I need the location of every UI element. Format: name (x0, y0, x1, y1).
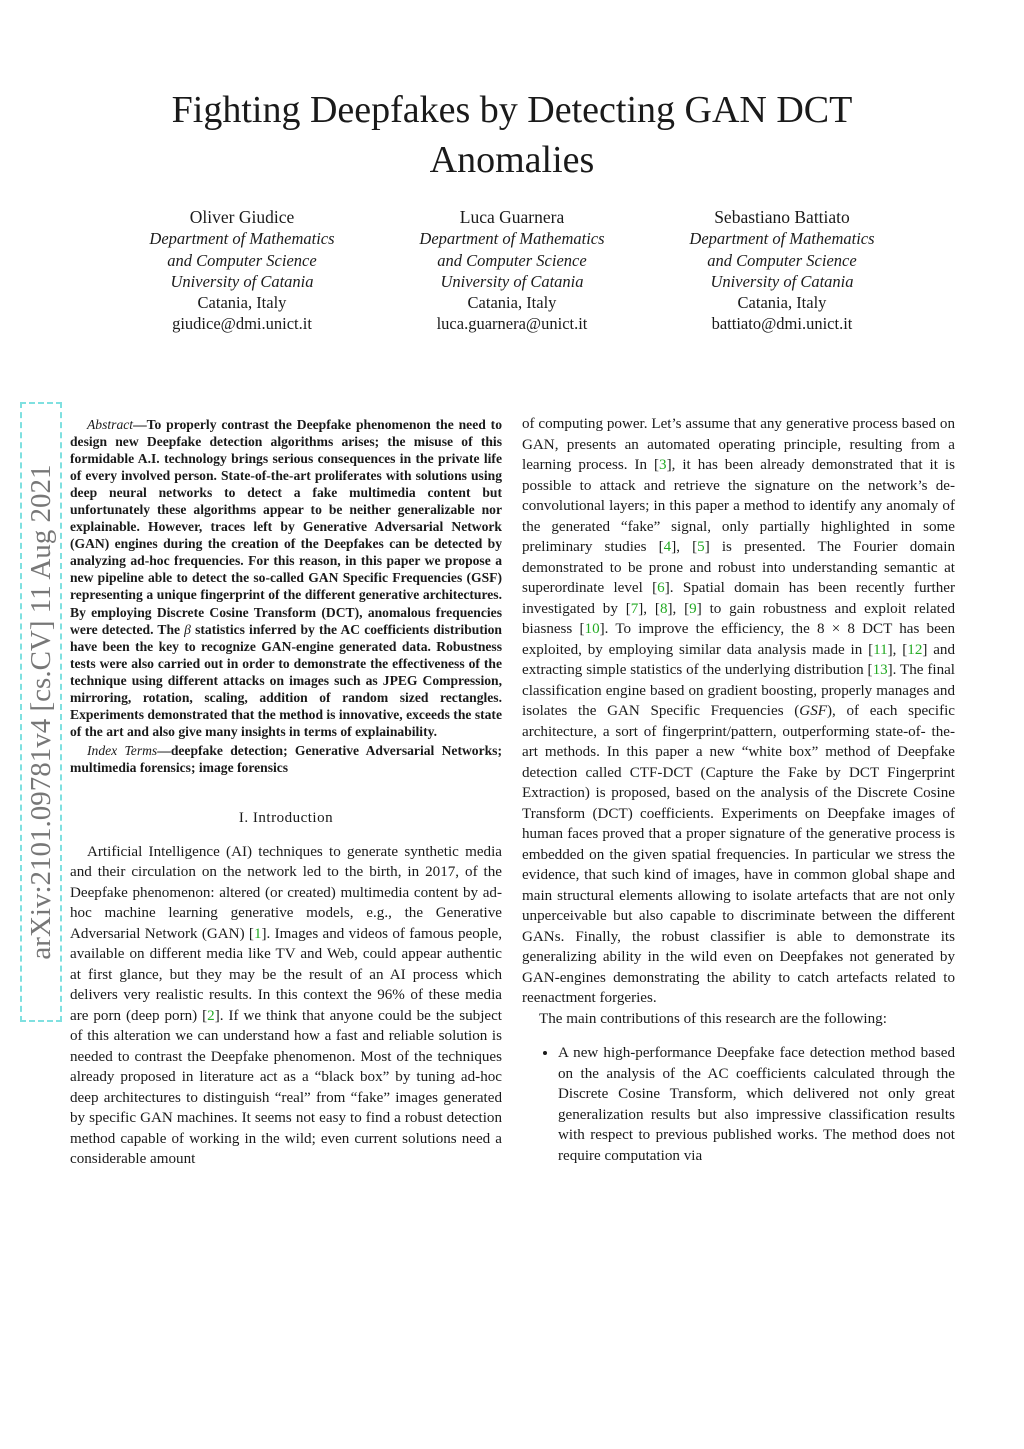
citation-link[interactable]: 9 (689, 600, 697, 617)
author-dept: and Computer Science (707, 250, 857, 270)
author-univ: University of Catania (710, 271, 854, 291)
author-name: Oliver Giudice (189, 207, 295, 227)
author-name: Sebastiano Battiato (714, 207, 850, 227)
index-terms (70, 742, 502, 776)
intro-paragraph (70, 842, 502, 1170)
author-univ: University of Catania (170, 271, 314, 291)
author-email: battiato@dmi.unict.it (711, 314, 853, 334)
title-line-2: Anomalies (429, 139, 595, 181)
body-text: ]. The final classification engine based on gradient boosting, properly manages and isolates the GAN Specific Frequencies ( (522, 662, 956, 719)
body-text: ], it has been already demonstrated that it is possible to attack and retrieve the signature on the network’s de-convolutional layers; in this paper a method to identify any anomaly of the generated “fake” signal, only partially highlighted in some preliminary studies [ (522, 457, 955, 555)
index-dash: — (157, 742, 171, 758)
index-terms-text: deepfake detection; Generative Adversarial Networks; multimedia forensics; image forensics (70, 742, 502, 775)
author-dept: Department of Mathematics (689, 229, 875, 249)
citation-link[interactable]: 3 (659, 457, 667, 473)
abstract-dash: — (133, 417, 147, 432)
body-text: ]. To improve the efficiency, the (599, 621, 810, 637)
body-text: ], [ (671, 539, 698, 555)
abstract (70, 416, 502, 740)
right-column (522, 414, 955, 1166)
body-text: ], [ (887, 641, 908, 658)
intro-paragraph-continued (522, 414, 955, 1009)
abstract-text-continued: statistics inferred by the AC coefficients distribution have been the key to recognize GAN-engine generated data. Robustness tests were also carried out in order to demonstrate the effectiveness of the technique using different attacks on images such as JPEG Compression, mirroring, rotation, scaling, addition of random sized rectangles. Experiments demonstrated that the method is innovative, exceeds the state of the art and also give many insights in terms of explainability. (70, 621, 502, 739)
citation-link[interactable]: 13 (872, 662, 888, 678)
citation-link[interactable]: 2 (207, 1007, 215, 1024)
body-text: DCT has been exploited, by employing similar data analysis made in [ (522, 621, 956, 658)
list-item: • A new high-performance Deepfake face detection method based on the analysis of the AC coefficients calculated through the Discrete Cosine Transform, which delivered not only great generalization results but also impressive classification results with respect to previous published works. The method does not require computation via (558, 1043, 955, 1166)
citation-link[interactable]: 1 (253, 925, 262, 942)
arxiv-identifier[interactable]: arXiv:2101.09781v4 [cs.CV] 11 Aug 2021 (25, 464, 57, 960)
citation-link[interactable]: 4 (663, 539, 672, 555)
citation-link[interactable]: 6 (657, 580, 665, 596)
author-block-3 (647, 207, 917, 335)
contributions-list (522, 1043, 955, 1166)
body-text: ] to gain robustness and exploit related biasness [ (522, 600, 955, 637)
body-text: ] is presented. The Fourier domain demonstrated to be prone and robust into understanding semantic at superordinate level [ (522, 539, 955, 596)
title-line-1: Fighting Deepfakes by Detecting GAN DCT (171, 89, 853, 131)
author-dept: Department of Mathematics (149, 229, 335, 249)
abstract-label: Abstract (87, 417, 134, 432)
math-expression: 8 × 8 (816, 621, 855, 637)
citation-link[interactable]: 11 (873, 641, 888, 658)
body-text: ], [ (667, 600, 690, 617)
body-text: of computing power. Let’s assume that any generative process based on GAN, presents an automated operating principle, resulting from a learning process. In [ (522, 416, 955, 473)
author-dept: and Computer Science (167, 250, 317, 270)
citation-link[interactable]: 5 (697, 539, 705, 555)
author-block-1 (107, 207, 377, 335)
beta-symbol: β (184, 621, 191, 637)
citation-link[interactable]: 10 (584, 621, 600, 637)
author-dept: and Computer Science (437, 250, 587, 270)
paper-title (0, 85, 1024, 185)
index-terms-label: Index Terms (87, 742, 158, 758)
citation-link[interactable]: 7 (630, 600, 639, 617)
intro-text: Artificial Intelligence (AI) techniques to generate synthetic media and their circulation on the network led to the birth, in 2017, of the Deepfake phenomenon: altered (or created) multimedia content by ad-hoc machine learning generative models, e.g., the Generative Adversarial Network (GAN) [ (70, 843, 502, 942)
body-text: ] and extracting simple statistics of the underlying distribution [ (522, 641, 955, 678)
citation-link[interactable]: 8 (659, 600, 668, 617)
contributions-intro: The main contributions of this research are the following: (539, 1010, 887, 1027)
abstract-text: To properly contrast the Deepfake phenomenon the need to design new Deepfake detection algorithms arises; the misuse of this formidable A.I. technology brings serious consequences in the private life of every involved person. State-of-the-art proliferates with solutions using deep neural networks to detect a fake multimedia content but unfortunately these algorithms appear to be neither generalizable nor explainable. However, traces left by Generative Adversarial Network (GAN) engines during the creation of the Deepfakes can be detected by analyzing ad-hoc frequencies. For this reason, in this paper we propose a new pipeline able to detect the so-called GAN Specific Frequencies (GSF) representing a unique fingerprint of the different generative architectures. By employing Discrete Cosine Transform (DCT), anomalous frequencies were detected. The (70, 417, 502, 637)
author-location: Catania, Italy (467, 293, 557, 313)
body-text: ), of each specific architecture, a sort of fingerprint/pattern, outperforming state-of- the-art methods. In this paper a new “white box” method of Deepfake detection called CTF-DCT (Capture the Fake by DCT Fingerprint Extraction) is proposed, based on the analysis of the Discrete Cosine Transform (DCT) coefficients. Experiments on Deepfake images of human faces proved that a proper signature of the generative process is embedded on the given spatial frequencies. In particular we stress the evidence, that such kind of images, have in common global shape and main structural elements allowing to isolate artefacts that are not only unperceivable but also capable to discriminate between the different GANs. Finally, the robust classifier is able to demonstrate its generalizing ability in the wild even on Deepfakes not generated by GAN-engines demonstrating the ability to catch artefacts related to reenactment forgeries. (522, 703, 955, 1006)
body-text: ]. Spatial domain has been recently further investigated by [ (522, 580, 955, 617)
left-column (70, 416, 502, 1170)
author-dept: Department of Mathematics (419, 229, 605, 249)
author-name: Luca Guarnera (459, 207, 565, 227)
citation-link[interactable]: 12 (907, 641, 923, 658)
author-location: Catania, Italy (197, 293, 287, 313)
body-text: ], [ (638, 600, 660, 617)
author-email: giudice@dmi.unict.it (172, 314, 312, 334)
author-email: luca.guarnera@unict.it (436, 314, 588, 334)
author-block-2 (377, 207, 647, 335)
math-expression: GSF (799, 703, 827, 719)
intro-text: ]. If we think that anyone could be the subject of this alteration we can understand how a fast and reliable solution is needed to contrast the Deepfake phenomenon. Most of the techniques already proposed in literature act as a “black box” by tuning ad-hoc deep architectures to distinguish “real” from “fake” images generated by specific GAN machines. It seems not easy to find a robust detection method capable of working in the wild; even current solutions need a considerable amount (70, 1007, 502, 1168)
intro-text: ]. Images and videos of famous people, available on different media like TV and Web, could appear authentic at first glance, but they may be the result of an AI process which delivers very realistic results. In this context the 96% of these media are porn (deep porn) [ (70, 925, 502, 1024)
section-heading: I. Introduction (238, 809, 334, 826)
author-location: Catania, Italy (737, 293, 827, 313)
author-univ: University of Catania (440, 271, 584, 291)
